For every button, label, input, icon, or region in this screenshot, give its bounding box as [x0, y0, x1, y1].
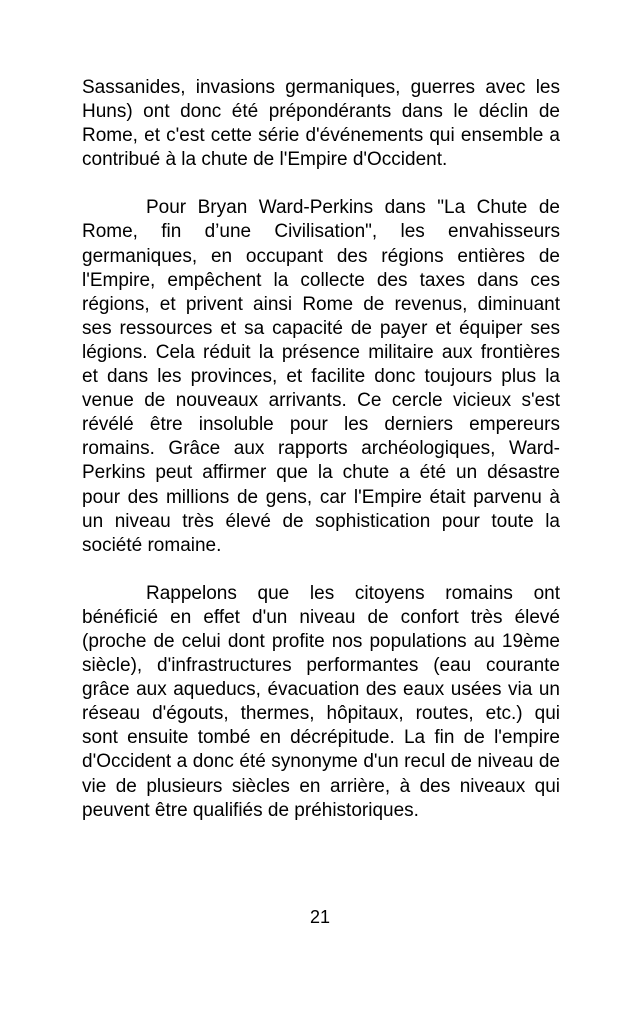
paragraph-continuation: Sassanides, invasions germaniques, guerres avec les Huns) ont donc été prépondérants dans le déclin de Rome, et c'est cette série d'événements qui ensemble a contribué à la chute de l'Empire d'Occident.	[82, 77, 560, 171]
page-body	[82, 76, 560, 823]
paragraph-roman-comfort: Rappelons que les citoyens romains ont bénéficié en effet d'un niveau de confort très élevé (proche de celui dont profite nos populations au 19ème siècle), d'infrastructures performantes (eau courante grâce aux aqueducs, évacuation des eaux usées via un réseau d'égouts, thermes, hôpitaux, routes, etc.) qui sont ensuite tombé en décrépitude. La fin de l'empire d'Occident a donc été synonyme d'un recul de niveau de vie de plusieurs siècles en arrière, à des niveaux qui peuvent être qualifiés de préhistoriques.	[82, 582, 560, 821]
paragraph-gap	[82, 558, 560, 582]
paragraph-gap	[82, 172, 560, 196]
paragraph-ward-perkins: Pour Bryan Ward-Perkins dans "La Chute de Rome, fin d’une Civilisation", les envahisseurs germaniques, en occupant des régions entières de l'Empire, empêchent la collecte des taxes dans ces régions, et privent ainsi Rome de revenus, diminuant ses ressources et sa capacité de payer et équiper ses légions. Cela réduit la présence militaire aux frontières et dans les provinces, et facilite donc toujours plus la venue de nouveaux arrivants. Ce cercle vicieux s'est révélé être insoluble pour les derniers empereurs romains. Grâce aux rapports archéologiques, Ward-Perkins peut affirmer que la chute a été un désastre pour des millions de gens, car l'Empire était parvenu à un niveau très élevé de sophistication pour toute la société romaine.	[82, 197, 560, 556]
page-number: 21	[309, 907, 331, 927]
